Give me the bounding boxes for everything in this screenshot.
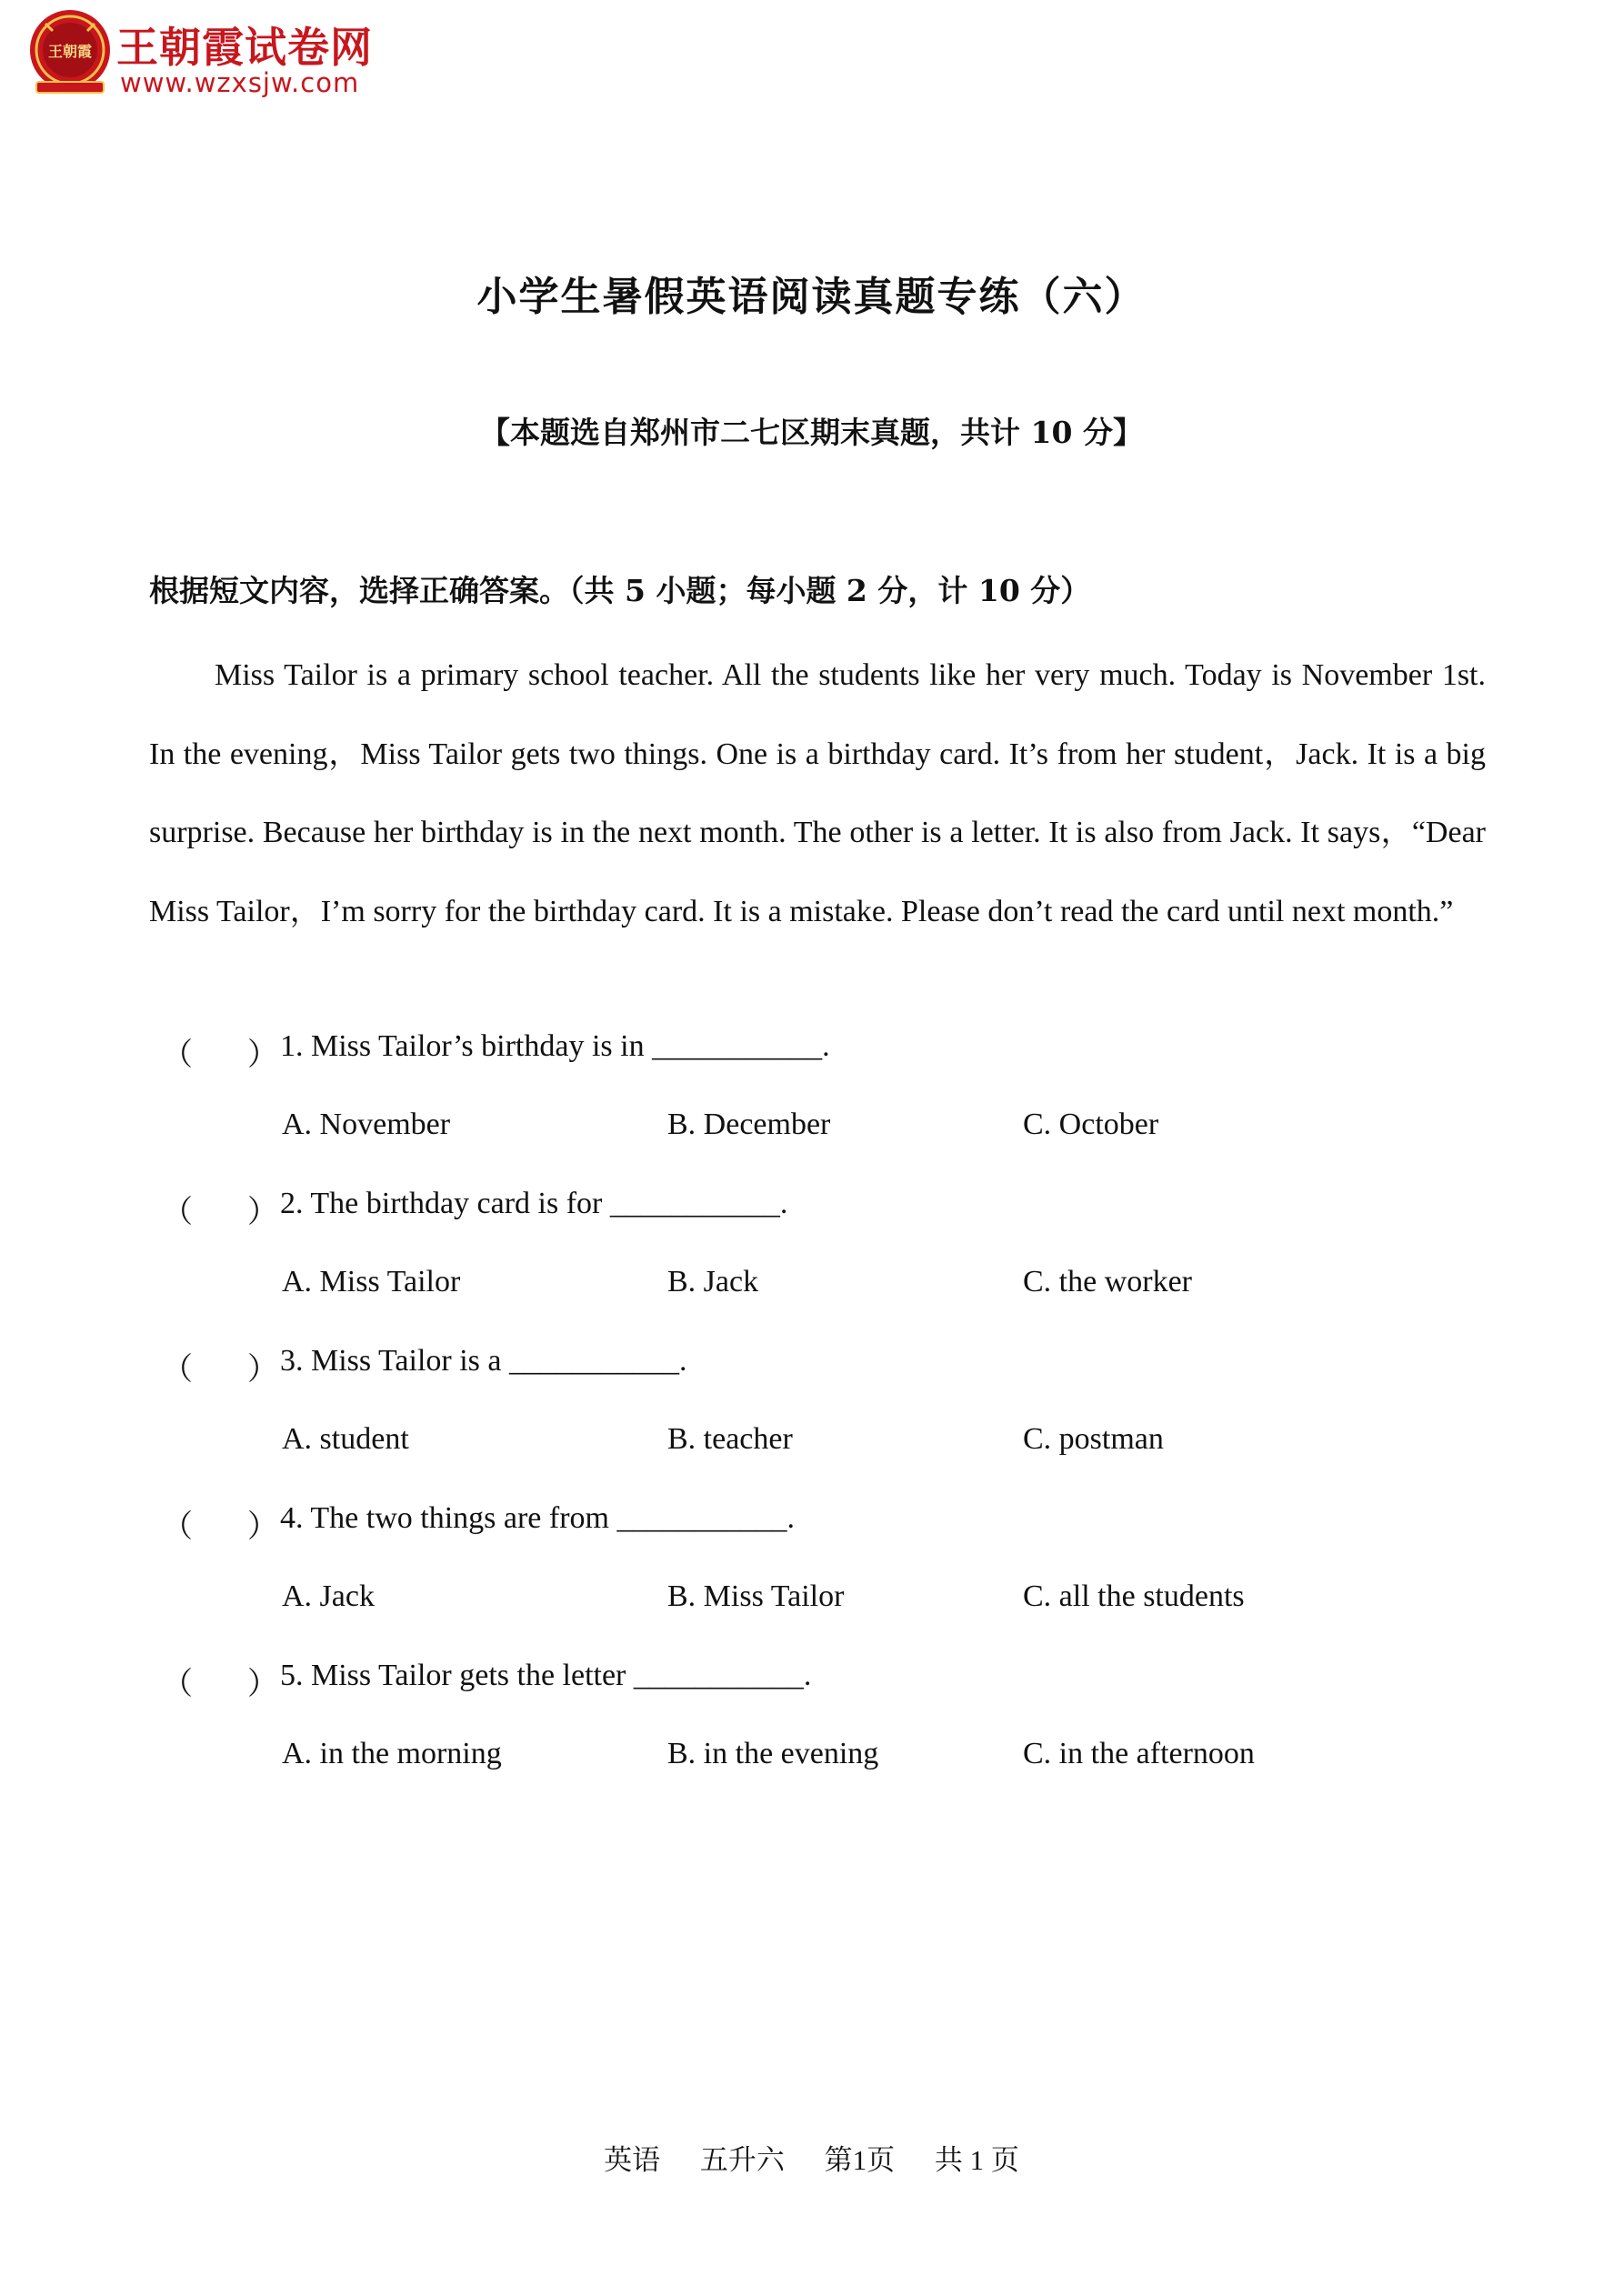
answer-blank-close: ） (247, 1510, 278, 1544)
option-a: A. student (282, 1422, 409, 1456)
answer-blank-open: （ (162, 1196, 193, 1229)
question-item (0, 1187, 1623, 1344)
option-c: C. the worker (1023, 1265, 1193, 1298)
option-c: C. October (1023, 1108, 1159, 1141)
footer-total-pages: 共 1 页 (934, 2144, 1019, 2176)
option-b: B. teacher (667, 1422, 793, 1456)
reading-passage (149, 637, 1486, 951)
page-subtitle: 【本题选自郑州市二七区期末真题，共计 10 分】 (480, 415, 1143, 450)
footer-page-number: 第1页 (824, 2144, 896, 2176)
question-item (0, 1029, 1623, 1187)
option-b: B. December (667, 1108, 831, 1141)
option-a: A. November (282, 1108, 451, 1141)
option-b: B. in the evening (667, 1737, 879, 1770)
footer-subject: 英语 (604, 2144, 661, 2176)
option-a: A. in the morning (282, 1737, 502, 1770)
answer-blank-open: （ (162, 1038, 193, 1072)
answer-blank-close: ） (247, 1038, 278, 1072)
option-c: C. all the students (1023, 1579, 1245, 1613)
page-title: 小学生暑假英语阅读真题专练（六） (476, 274, 1147, 320)
answer-blank-open: （ (162, 1510, 193, 1544)
question-list (0, 1029, 1623, 1816)
svg-text:王朝霞: 王朝霞 (47, 43, 93, 60)
answer-blank-open: （ (162, 1668, 193, 1701)
option-b: B. Miss Tailor (667, 1579, 845, 1613)
option-a: A. Miss Tailor (282, 1265, 461, 1298)
question-stem: 3. Miss Tailor is a ___________. (280, 1344, 687, 1378)
question-stem: 2. The birthday card is for ___________. (280, 1187, 788, 1220)
footer-grade: 五升六 (699, 2144, 785, 2176)
section-instruction: 根据短文内容，选择正确答案。（共 5 小题；每小题 2 分，计 10 分） (149, 573, 1091, 608)
logo-badge-icon (25, 7, 115, 96)
answer-blank-close: ） (247, 1668, 278, 1701)
answer-blank-close: ） (247, 1196, 278, 1229)
question-stem: 1. Miss Tailor’s birthday is in ___________. (280, 1029, 830, 1063)
page-footer (0, 2137, 1623, 2178)
brand-url[interactable]: www.wzxsjw.com (120, 67, 360, 98)
answer-blank-close: ） (247, 1353, 278, 1387)
option-b: B. Jack (667, 1265, 759, 1298)
brand-name: 王朝霞试卷网 (116, 23, 373, 72)
option-c: C. postman (1023, 1422, 1164, 1456)
question-item (0, 1501, 1623, 1659)
answer-blank-open: （ (162, 1353, 193, 1387)
question-item (0, 1659, 1623, 1816)
question-stem: 4. The two things are from ___________. (280, 1501, 795, 1535)
passage-text: Miss Tailor is a primary school teacher. All the students like her very much. Today is November 1st. In the evening，Miss Tailor gets two things. One is a birthday card. It’s from her student，Jack. It is a big surprise. Because her birthday is in the next month. The other is a letter. It is also from Jack. It says，“Dear Miss Tailor，I’m sorry for the birthday card. It is a mistake. Please don’t read the card until next month.” (149, 658, 1486, 928)
question-item (0, 1344, 1623, 1501)
option-c: C. in the afternoon (1023, 1737, 1255, 1770)
question-stem: 5. Miss Tailor gets the letter ___________. (280, 1659, 812, 1692)
option-a: A. Jack (282, 1579, 375, 1613)
site-logo (25, 7, 426, 107)
